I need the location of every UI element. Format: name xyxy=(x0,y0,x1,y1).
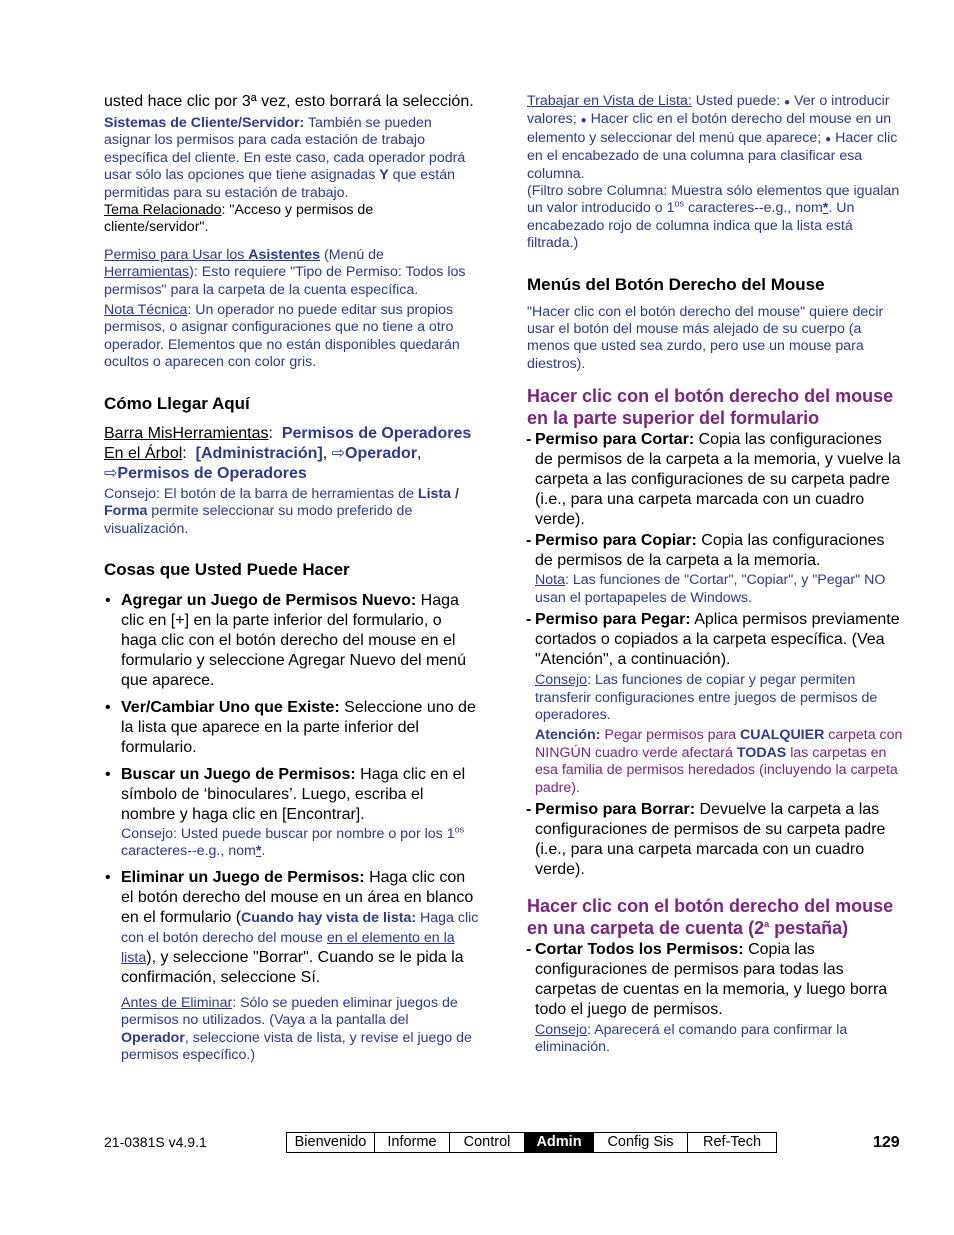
bullet-icon: ● xyxy=(784,97,791,108)
permiso-link[interactable]: Permiso para Usar los Asistentes xyxy=(104,246,321,263)
nota-tecnica: Nota Técnica: Un operador no puede editar sus propios permisos, o asignar configuraciones que no tiene a otro operador. Elementos que no están disponibles quedarán ocultos o aparecen con color gris. xyxy=(104,302,460,371)
barra-path: Barra MisHerramientas: Permisos de Operadores xyxy=(104,424,472,442)
page-number: 129 xyxy=(873,1134,900,1151)
carpeta-heading: Hacer clic con el botón derecho del mouse en una carpeta de cuenta (2$^a$ pestaña) xyxy=(527,895,894,938)
barra-value[interactable]: Permisos de Operadores xyxy=(281,424,472,442)
buscar-consejo: Consejo: Usted puede buscar por nombre o por los $1^{os}$ caracteres--e.g., nom*. xyxy=(121,824,465,860)
doc-id: 21-0381S v4.9.1 xyxy=(104,1134,207,1150)
intro-text: usted hace clic por 3ª vez, esto borrará la selección. xyxy=(104,93,474,110)
bullet-icon: • xyxy=(105,591,111,609)
list-item: • Agregar un Juego de Permisos Nuevo: Haga clic en [+] en la parte inferior del formulario, o haga clic con el botón derecho del mouse en el formulario y seleccione Agregar Nuevo del menú que aparece. xyxy=(105,591,467,689)
bullet-icon: • xyxy=(105,765,111,783)
consejo-link[interactable]: Consejo xyxy=(535,1021,588,1038)
list-item: - Cortar Todos los Permisos: Copia las configuraciones de permisos para todas las carpetas de cuentas en la memoria, y luego borra todo el juego de permisos. Consejo: Aparecerá el comando para confirmar la eliminación. xyxy=(527,940,903,1057)
sistemas-label: Sistemas de Cliente/Servidor: xyxy=(104,115,305,131)
tab-config-sis[interactable]: Config Sis xyxy=(594,1133,688,1152)
arrow-icon: ⇨ xyxy=(331,444,346,462)
arrow-icon: ⇨ xyxy=(104,464,118,482)
bullet-icon: • xyxy=(105,868,111,886)
arbol-value[interactable]: [Administración] xyxy=(195,444,323,462)
consejo-lista-forma: Consejo: El botón de la barra de herramientas de Lista / Forma permite seleccionar su modo preferido de visualización. xyxy=(104,485,459,537)
consejo-link[interactable]: Consejo xyxy=(535,672,588,689)
list-item: - Permiso para Pegar: Aplica permisos previamente cortados o copiados a la carpeta específica. (Vea "Atención", a continuación). Consejo: Las funciones de copiar y pegar permiten transferir configuraciones entre juegos de permisos de operadores. Atención: Pegar permisos para CUALQUIER carpeta con NINGÚN cuadro verde afectará TODAS las carpetas en esa familia de permisos heredados (incluyendo la carpeta padre). xyxy=(526,611,903,796)
list-item: • Eliminar un Juego de Permisos: Haga clic con el botón derecho del mouse en un área en blanco en el formulario (Cuando hay vista de lista: Haga clic con el botón derecho del mouse en el elemento en la lista), y seleccione "Borrar". Cuando se le pida la confirmación, seleccione Sí. Antes de Eliminar: Sólo se pueden eliminar juegos de permisos no utilizados. (Vaya a la pantalla del Operador, seleccione vista de lista, y revise el juego de permisos específico.) xyxy=(105,868,479,1063)
permiso-asistentes-note: Permiso para Usar los Asistentes (Menú de Herramientas): Esto requiere "Tipo de Permiso: Todos los permisos" para la carpeta de la cuenta específica. xyxy=(104,246,466,298)
bullet-icon: ● xyxy=(580,115,587,127)
bullet-icon: ● xyxy=(825,133,832,145)
tab-ref-tech[interactable]: Ref-Tech xyxy=(688,1133,776,1152)
menus-text: "Hacer clic con el botón derecho del mouse" quiere decir usar el botón del mouse más alejado de su cuerpo (a menos que usted sea zurdo, pero use un mouse para diestros). xyxy=(527,303,884,372)
list-item: • Ver/Cambiar Uno que Existe: Seleccione uno de la lista que aparece en la parte inferior del formulario. xyxy=(105,698,476,756)
tema-relacionado xyxy=(104,202,480,237)
herramientas-link[interactable]: Herramientas xyxy=(104,264,190,281)
trabajar-lista-note: Trabajar en Vista de Lista: Usted puede: ● Ver o introducir valores; ● Hacer clic en el botón derecho del mouse en un elemento y seleccionar del menú que aparece; ● Hacer clic en el encabezado de una columna para clasificar esa columna. xyxy=(527,93,898,182)
list-item: • Buscar un Juego de Permisos: Haga clic en el símbolo de ‘binoculares’. Luego, escriba el nombre y haga clic en [Encontrar]. Consejo: Usted puede buscar por nombre o por los $1^{os}$ caracteres--e.g., nom*. xyxy=(104,765,480,861)
superior-heading: Hacer clic con el botón derecho del mouse en la parte superior del formulario xyxy=(527,386,894,429)
trabajar-lista-link[interactable]: Trabajar en Vista de Lista: xyxy=(527,93,692,109)
nota-link[interactable]: Nota xyxy=(535,572,565,589)
right-column xyxy=(527,92,903,1057)
page-footer xyxy=(0,1131,954,1155)
como-llegar-heading: Cómo Llegar Aquí xyxy=(104,393,250,413)
tab-admin[interactable]: Admin xyxy=(525,1133,594,1152)
dash-icon: - xyxy=(526,532,532,550)
filtro-columna-note: (Filtro sobre Columna: Muestra sólo elementos que igualan un valor introducido o $1^{os}$ caracteres--e.g., nom*. Un encabezado rojo de columna indica que la lista está filtrada.) xyxy=(527,183,900,252)
left-column xyxy=(104,92,480,1070)
tab-informe[interactable]: Informe xyxy=(375,1133,450,1152)
list-item: - Permiso para Copiar: Copia las configuraciones de permisos de la carpeta a la memoria. Nota: Las funciones de "Cortar", "Copiar", y "Pegar" NO usan el portapapeles de Windows. xyxy=(527,531,903,607)
barra-label[interactable]: Barra MisHerramientas xyxy=(104,424,269,442)
arbol-path: En el Árbol: [Administración], ⇨Operador, ⇨Permisos de Operadores xyxy=(104,444,422,482)
antes-eliminar-note: Antes de Eliminar: Sólo se pueden eliminar juegos de permisos no utilizados. (Vaya a la pantalla del Operador, seleccione vista de lista, y revise el juego de permisos específico.) xyxy=(121,994,472,1063)
dash-icon: - xyxy=(526,800,532,818)
pegar-consejo: Consejo: Las funciones de copiar y pegar permiten transferir configuraciones entre juegos de permisos de operadores. xyxy=(535,672,878,723)
sistemas-note xyxy=(104,115,480,202)
dash-icon: - xyxy=(526,940,532,958)
sistemas-y: Y xyxy=(379,167,389,184)
bullet-icon: • xyxy=(105,698,111,716)
list-item: - Permiso para Borrar: Devuelve la carpeta a las configuraciones de permisos de su carpeta padre (i.e., para una carpeta marcada con un cuadro verde). xyxy=(526,800,886,878)
section-tabs xyxy=(286,1132,777,1153)
menus-heading: Menús del Botón Derecho del Mouse xyxy=(527,274,825,294)
arbol-permisos[interactable]: Permisos de Operadores xyxy=(117,464,307,482)
cosas-heading: Cosas que Usted Puede Hacer xyxy=(104,559,350,579)
actions-list xyxy=(104,591,480,1064)
sistemas-tail: que están permitidas para su estación de trabajo. xyxy=(104,167,455,201)
tema-text: : "Acceso y permisos de cliente/servidor". xyxy=(104,202,374,236)
dash-icon: - xyxy=(526,611,532,629)
antes-eliminar-link[interactable]: Antes de Eliminar xyxy=(121,994,233,1011)
arbol-operador[interactable]: Operador xyxy=(345,444,418,462)
dash-icon: - xyxy=(526,431,532,449)
list-item: - Permiso para Cortar: Copia las configuraciones de permisos de la carpeta a la memoria, y vuelve la carpeta a las configuraciones de su carpeta padre (i.e., para una carpeta marcada con un cuadro verde). xyxy=(526,431,901,529)
tab-bienvenido[interactable]: Bienvenido xyxy=(287,1133,375,1152)
nota-tecnica-link[interactable]: Nota Técnica xyxy=(104,302,188,319)
tab-control[interactable]: Control xyxy=(450,1133,525,1152)
copiar-nota: Nota: Las funciones de "Cortar", "Copiar", y "Pegar" NO usan el portapapeles de Windows. xyxy=(535,572,886,606)
cortar-consejo: Consejo: Aparecerá el comando para confirmar la eliminación. xyxy=(535,1021,848,1056)
arbol-label[interactable]: En el Árbol xyxy=(104,444,183,462)
sistemas-text: También se pueden asignar los permisos para cada estación de trabajo específica del cliente. En este caso, cada operador podrá usar sólo las opciones que tiene asignadas xyxy=(104,115,466,184)
tema-link[interactable]: Tema Relacionado xyxy=(104,202,222,219)
atencion-note: Atención: Pegar permisos para CUALQUIER carpeta con NINGÚN cuadro verde afectará TODAS las carpetas en esa familia de permisos heredados (incluyendo la carpeta padre). xyxy=(535,727,903,796)
